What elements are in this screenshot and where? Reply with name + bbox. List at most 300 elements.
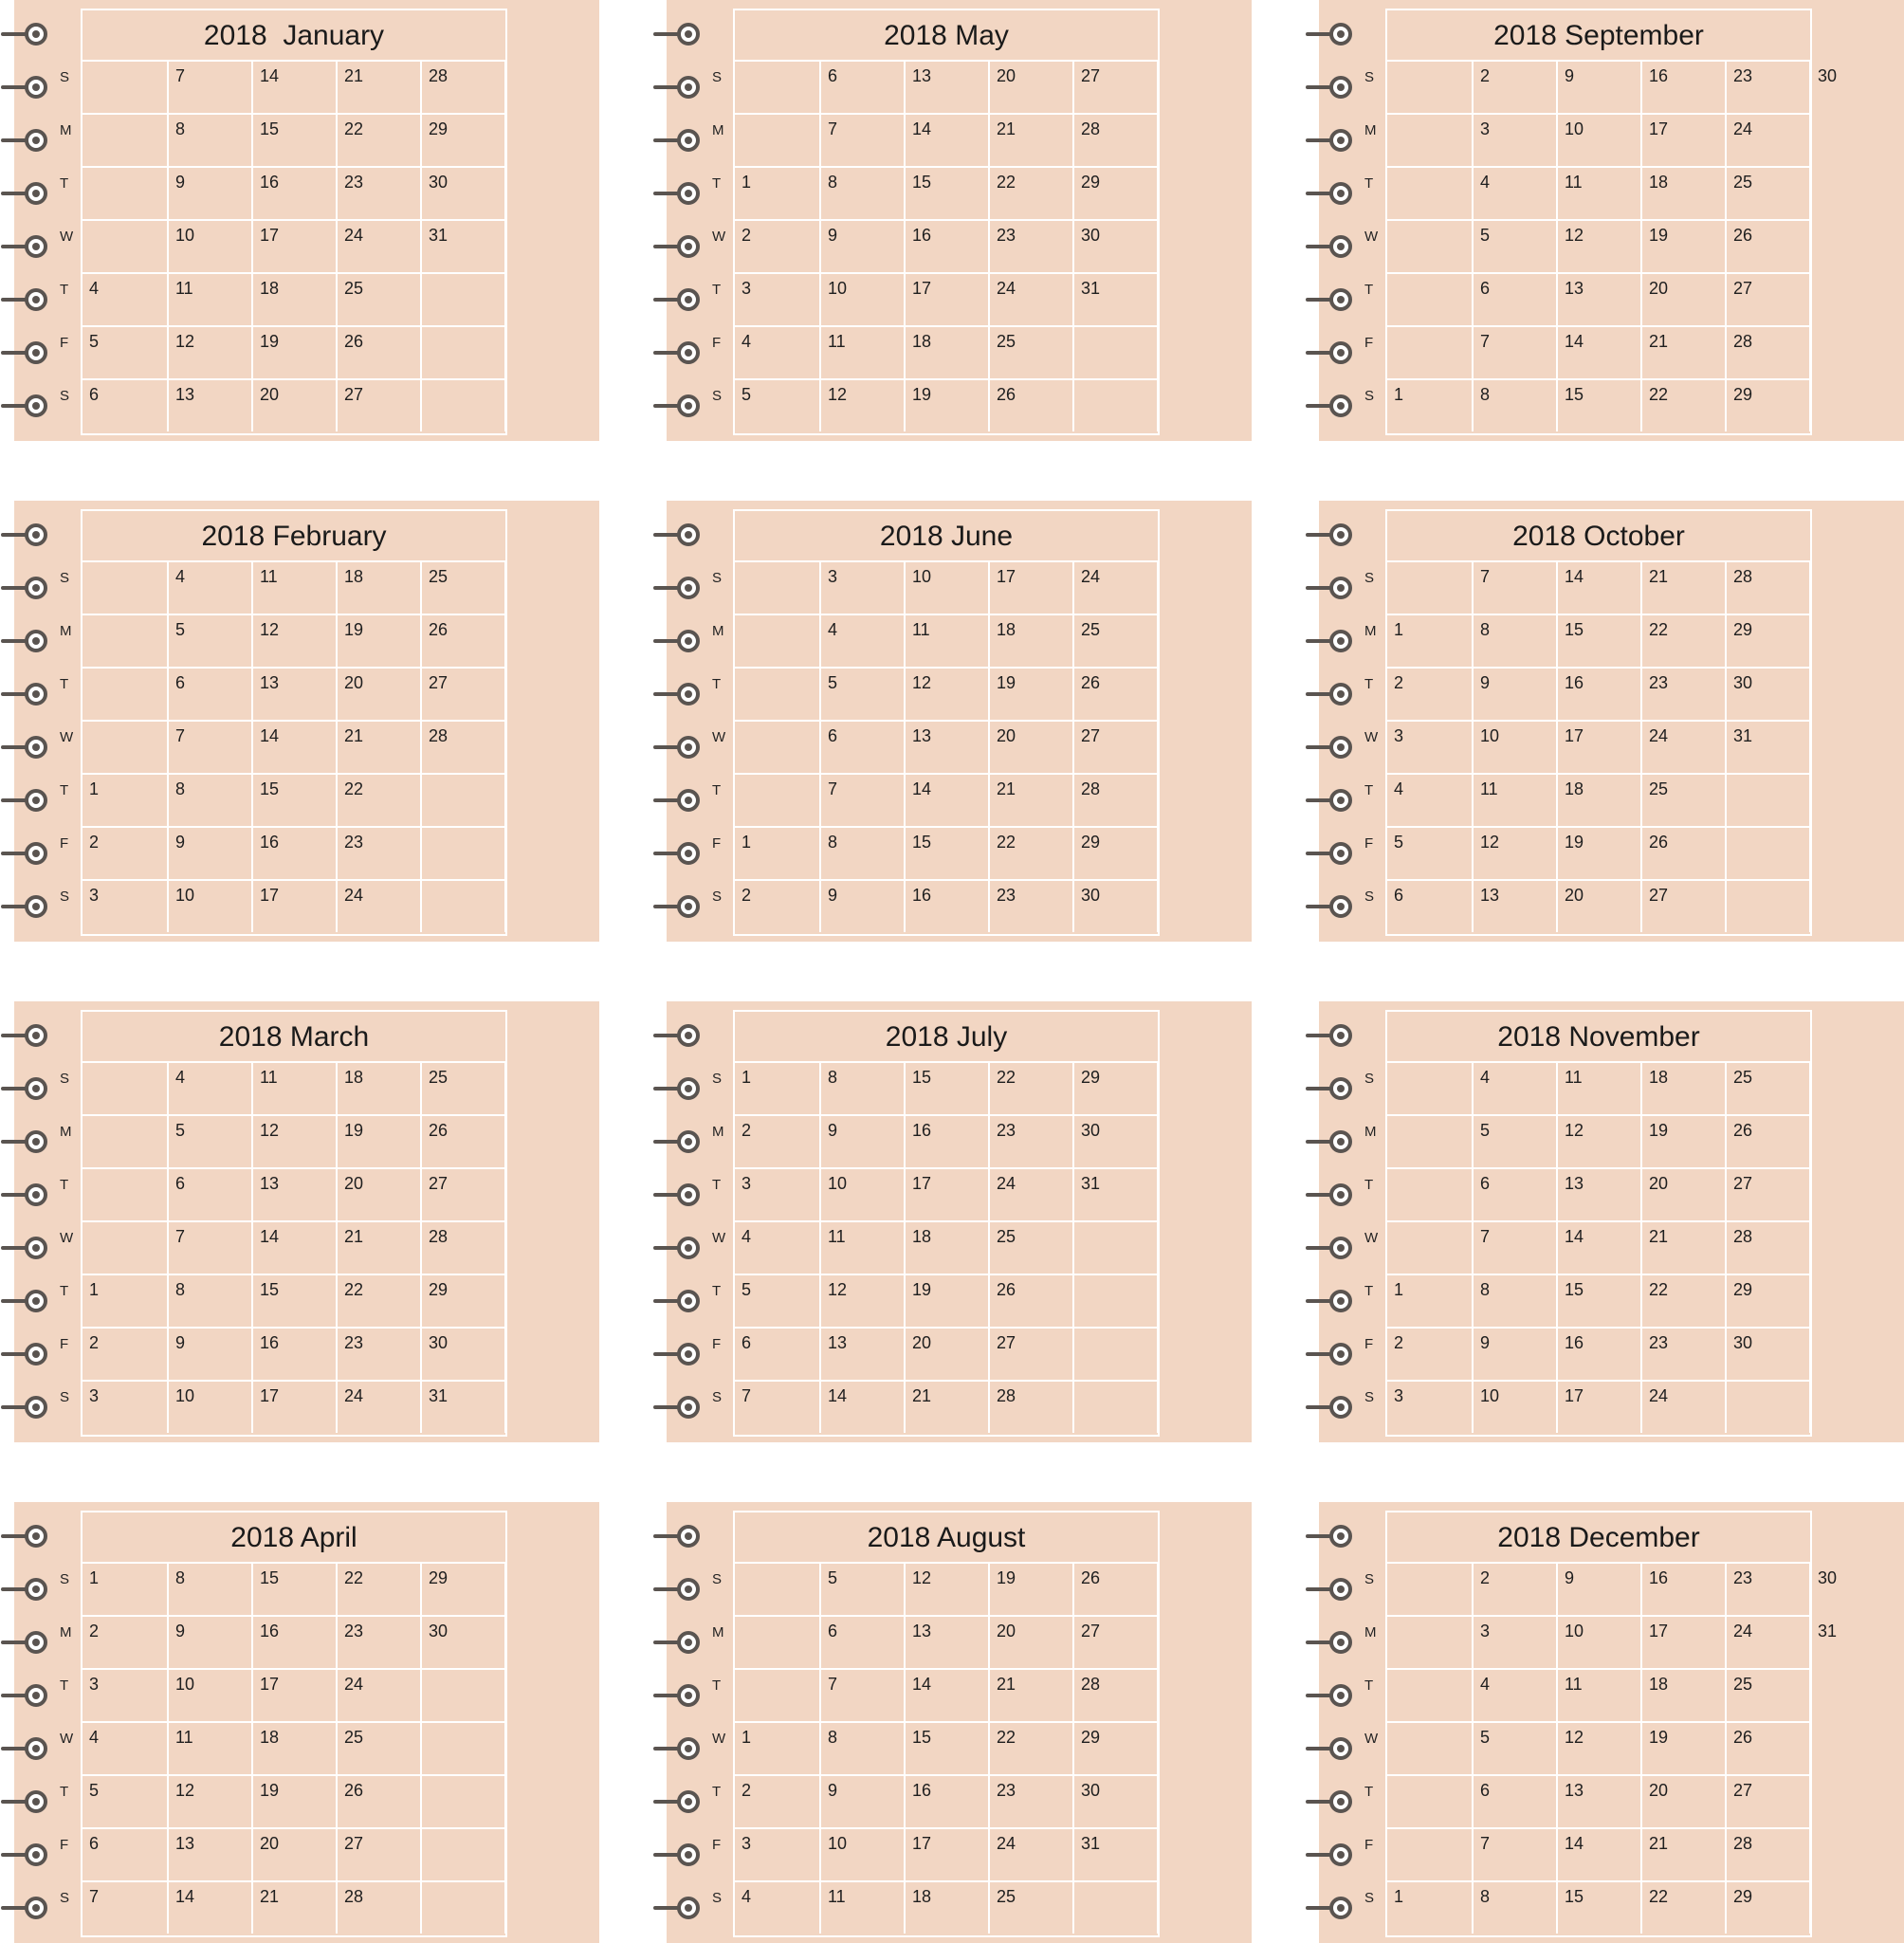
date-cell	[82, 722, 167, 773]
week-day-row	[82, 1882, 505, 1935]
date-cell	[1809, 168, 1885, 219]
date-cell: 5	[741, 385, 752, 404]
date-cell: 19	[1640, 221, 1725, 272]
date-cell: 31	[1072, 1169, 1157, 1220]
date-cell	[504, 1116, 580, 1167]
weekday-letter: W	[60, 729, 74, 745]
date-cell: 11	[1556, 168, 1640, 219]
date-cell: 25	[988, 1222, 1072, 1274]
date-cell: 2	[1472, 62, 1556, 113]
date-cell: 2	[1394, 673, 1404, 692]
weekday-letter: F	[1364, 835, 1374, 852]
weekday-letter: F	[1364, 1336, 1374, 1352]
week-day-row	[82, 1617, 505, 1670]
date-cell: 22	[336, 1564, 420, 1615]
spiral-ring-icon	[653, 1182, 701, 1208]
week-day-row	[82, 1329, 505, 1382]
week-day-row	[735, 828, 1158, 881]
spiral-ring-icon	[1306, 180, 1353, 207]
week-day-row	[82, 615, 505, 669]
date-cell: 12	[251, 615, 336, 667]
date-cell: 19	[988, 669, 1072, 720]
date-cell	[504, 1723, 580, 1774]
date-cell: 17	[904, 1829, 988, 1880]
date-cell: 11	[251, 1063, 336, 1114]
date-cell	[82, 562, 167, 614]
spiral-ring-icon	[653, 1735, 701, 1762]
month-grid	[733, 509, 1160, 936]
weekday-letter: F	[60, 335, 69, 351]
month-card	[14, 1502, 599, 1943]
weekday-letter: S	[712, 1890, 723, 1906]
date-cell: 8	[1472, 380, 1556, 431]
date-cell	[1157, 1275, 1233, 1327]
date-cell	[1387, 1063, 1472, 1114]
month-grid	[1385, 1511, 1838, 1937]
week-day-row	[1387, 168, 1810, 221]
date-cell: 24	[1725, 1617, 1809, 1668]
date-cell: 20	[1640, 1169, 1725, 1220]
date-cell: 12	[251, 1116, 336, 1167]
date-cell: 9	[819, 881, 904, 932]
date-cell: 18	[904, 1222, 988, 1274]
weekday-letter: T	[60, 1677, 69, 1694]
date-cell: 18	[336, 1063, 420, 1114]
date-cell	[504, 168, 580, 219]
weekday-letter: F	[712, 335, 722, 351]
spiral-ring-icon	[1306, 1075, 1353, 1102]
weekday-letter: W	[1364, 1731, 1379, 1747]
week-day-row	[82, 775, 505, 828]
date-cell: 14	[904, 775, 988, 826]
date-cell: 23	[988, 1116, 1072, 1167]
spiral-ring-icon	[1306, 393, 1353, 419]
date-cell: 30	[1725, 1329, 1809, 1380]
date-cell: 31	[1072, 274, 1157, 325]
date-cell: 18	[904, 1882, 988, 1934]
date-cell: 5	[89, 1781, 100, 1800]
date-cell	[735, 1670, 819, 1721]
date-cell: 28	[336, 1882, 420, 1934]
date-cell: 1	[741, 173, 752, 192]
date-cell: 22	[988, 1063, 1072, 1114]
date-cell	[1387, 562, 1472, 614]
week-day-row	[1387, 828, 1810, 881]
month-title: 2018 February	[82, 511, 505, 562]
week-day-row	[735, 562, 1158, 615]
date-cell	[1157, 1116, 1233, 1167]
weekday-letter: W	[1364, 729, 1379, 745]
date-cell	[735, 115, 819, 166]
date-cell: 5	[819, 669, 904, 720]
date-cell: 11	[819, 1222, 904, 1274]
spiral-ring-icon	[653, 1022, 701, 1049]
spiral-ring-icon	[1306, 1629, 1353, 1656]
week-day-row	[735, 615, 1158, 669]
date-cell: 2	[741, 1781, 752, 1800]
date-cell	[82, 669, 167, 720]
weekday-letter: W	[712, 1230, 726, 1246]
month-grid	[81, 509, 507, 936]
date-cell	[1809, 562, 1885, 614]
date-cell: 10	[167, 1382, 251, 1433]
weekday-letter: M	[712, 623, 724, 639]
weekday-letter: S	[1364, 388, 1375, 404]
date-cell: 30	[1725, 669, 1809, 720]
date-cell	[1809, 380, 1885, 431]
date-cell	[1157, 1329, 1233, 1380]
week-day-row	[1387, 1776, 1810, 1829]
date-cell: 24	[988, 274, 1072, 325]
date-cell: 17	[1640, 115, 1725, 166]
date-cell	[1809, 881, 1885, 932]
spiral-ring-icon	[653, 1842, 701, 1868]
date-cell: 17	[251, 881, 336, 932]
date-cell: 10	[167, 221, 251, 272]
spiral-ring-icon	[1306, 1576, 1353, 1603]
date-cell: 14	[819, 1382, 904, 1433]
weekday-letter: F	[712, 1336, 722, 1352]
spiral-ring-icon	[653, 840, 701, 867]
week-day-row	[82, 1382, 505, 1435]
spiral-ring-icon	[653, 1682, 701, 1709]
spiral-ring-icon	[653, 1629, 701, 1656]
weekday-letter: M	[60, 623, 72, 639]
date-cell: 2	[1394, 1333, 1404, 1352]
date-cell	[504, 1275, 580, 1327]
month-title: 2018 April	[82, 1512, 505, 1564]
date-cell: 7	[819, 1670, 904, 1721]
date-cell: 5	[167, 615, 251, 667]
date-cell	[1809, 1829, 1885, 1880]
date-cell: 28	[1725, 1222, 1809, 1274]
week-day-row	[735, 1564, 1158, 1617]
date-cell	[1157, 1882, 1233, 1934]
weekday-letter: T	[60, 1283, 69, 1299]
date-cell: 28	[988, 1382, 1072, 1433]
weekday-letter: W	[60, 229, 74, 245]
date-cell	[1157, 274, 1233, 325]
spiral-ring-icon	[1, 1682, 48, 1709]
week-day-row	[1387, 562, 1810, 615]
spiral-ring-icon	[653, 628, 701, 654]
date-cell: 19	[904, 380, 988, 431]
date-cell: 16	[1640, 1564, 1725, 1615]
spiral-ring-icon	[1306, 127, 1353, 154]
weekday-letter: S	[60, 889, 70, 905]
date-cell: 22	[336, 1275, 420, 1327]
date-cell: 4	[89, 1728, 100, 1747]
date-cell: 22	[1640, 380, 1725, 431]
date-cell: 25	[1725, 168, 1809, 219]
date-cell	[504, 327, 580, 378]
weekday-letter: T	[712, 1677, 722, 1694]
date-cell: 17	[251, 221, 336, 272]
spiral-ring-icon	[1, 734, 48, 761]
weekday-letter: W	[712, 729, 726, 745]
date-cell: 15	[1556, 380, 1640, 431]
date-cell: 11	[819, 327, 904, 378]
weekday-letter: T	[712, 782, 722, 798]
date-cell: 13	[251, 669, 336, 720]
date-cell: 14	[251, 62, 336, 113]
spiral-ring-icon	[653, 1288, 701, 1314]
date-cell	[735, 722, 819, 773]
date-cell: 29	[1072, 1063, 1157, 1114]
date-cell: 5	[819, 1564, 904, 1615]
date-cell: 5	[1394, 833, 1404, 852]
month-title: 2018 September	[1387, 10, 1810, 62]
weekday-letter: F	[1364, 335, 1374, 351]
date-cell: 12	[167, 1776, 251, 1827]
spiral-ring-icon	[1, 339, 48, 366]
date-cell: 4	[89, 279, 100, 298]
weekday-letter: T	[712, 1784, 722, 1800]
spiral-ring-icon	[653, 286, 701, 313]
date-cell	[504, 1776, 580, 1827]
date-cell: 6	[819, 722, 904, 773]
date-cell	[420, 1670, 504, 1721]
date-cell: 1	[89, 1280, 100, 1299]
date-cell	[504, 380, 580, 431]
date-cell: 6	[741, 1333, 752, 1352]
date-cell	[1809, 327, 1885, 378]
weekday-letter: T	[1364, 175, 1374, 192]
date-cell	[1157, 1617, 1233, 1668]
date-cell: 11	[167, 274, 251, 325]
date-cell: 22	[1640, 1275, 1725, 1327]
spiral-ring-icon	[1, 1394, 48, 1421]
date-cell: 16	[1556, 669, 1640, 720]
date-cell	[1809, 1776, 1885, 1827]
spiral-ring-icon	[1, 21, 48, 47]
date-cell	[1157, 562, 1233, 614]
date-cell: 13	[904, 1617, 988, 1668]
date-cell: 17	[904, 274, 988, 325]
date-cell: 17	[1556, 1382, 1640, 1433]
date-cell	[1725, 881, 1809, 932]
date-cell: 19	[988, 1564, 1072, 1615]
date-cell	[1809, 1882, 1885, 1934]
week-day-row	[735, 274, 1158, 327]
date-cell: 2	[1472, 1564, 1556, 1615]
date-cell: 3	[741, 1174, 752, 1193]
date-cell: 4	[167, 562, 251, 614]
month-grid	[733, 1511, 1160, 1937]
date-cell: 26	[1725, 1723, 1809, 1774]
weekday-letter: S	[712, 1389, 723, 1405]
spiral-ring-icon	[653, 339, 701, 366]
date-cell: 23	[1725, 62, 1809, 113]
week-day-row	[82, 722, 505, 775]
date-cell: 10	[167, 1670, 251, 1721]
week-day-row	[82, 1670, 505, 1723]
date-cell: 5	[1472, 221, 1556, 272]
weekday-letter: S	[60, 69, 70, 85]
spiral-ring-icon	[653, 180, 701, 207]
date-cell	[1809, 221, 1885, 272]
spiral-ring-icon	[653, 1128, 701, 1155]
date-cell	[1157, 1723, 1233, 1774]
date-cell	[1387, 1829, 1472, 1880]
date-cell: 4	[1472, 168, 1556, 219]
spiral-ring-icon	[1306, 575, 1353, 601]
date-cell: 19	[251, 1776, 336, 1827]
date-cell	[1387, 327, 1472, 378]
date-cell: 30	[1072, 1776, 1157, 1827]
date-cell	[420, 775, 504, 826]
spiral-ring-icon	[1, 74, 48, 101]
date-cell: 11	[251, 562, 336, 614]
week-day-row	[1387, 1723, 1810, 1776]
spiral-ring-icon	[1, 1182, 48, 1208]
date-cell: 25	[420, 562, 504, 614]
date-cell: 8	[167, 1564, 251, 1615]
weekday-letter: S	[1364, 69, 1375, 85]
month-card	[1319, 1001, 1904, 1442]
date-cell	[1072, 380, 1157, 431]
date-cell: 22	[336, 775, 420, 826]
date-cell	[1387, 1670, 1472, 1721]
spiral-ring-icon	[1306, 1288, 1353, 1314]
date-cell	[504, 1670, 580, 1721]
week-day-row	[735, 1329, 1158, 1382]
date-cell: 14	[1556, 1829, 1640, 1880]
date-cell	[504, 274, 580, 325]
date-cell: 20	[251, 1829, 336, 1880]
date-cell: 22	[336, 115, 420, 166]
date-cell: 6	[167, 669, 251, 720]
date-cell	[504, 115, 580, 166]
date-cell: 26	[336, 327, 420, 378]
date-cell: 8	[819, 1063, 904, 1114]
date-cell: 12	[1556, 1723, 1640, 1774]
spiral-ring-icon	[653, 1788, 701, 1815]
date-cell: 16	[904, 221, 988, 272]
weekday-letter: T	[60, 1784, 69, 1800]
date-cell	[1387, 168, 1472, 219]
date-cell: 15	[1556, 1275, 1640, 1327]
spiral-ring-icon	[653, 127, 701, 154]
weekday-letter: S	[60, 1571, 70, 1587]
date-cell: 9	[1472, 669, 1556, 720]
date-cell	[504, 1829, 580, 1880]
weekday-letter: T	[1364, 782, 1374, 798]
date-cell	[1157, 1382, 1233, 1433]
weekday-letter: T	[1364, 676, 1374, 692]
date-cell	[1809, 115, 1885, 166]
date-cell: 25	[1725, 1063, 1809, 1114]
week-day-row	[735, 1829, 1158, 1882]
weekday-letter: S	[712, 69, 723, 85]
spiral-ring-icon	[653, 1235, 701, 1261]
date-cell: 29	[420, 1275, 504, 1327]
date-cell: 28	[1725, 1829, 1809, 1880]
date-cell: 27	[336, 1829, 420, 1880]
month-card	[14, 1001, 599, 1442]
date-cell	[1072, 1329, 1157, 1380]
weekday-letter: S	[712, 1071, 723, 1087]
date-cell	[82, 221, 167, 272]
date-cell: 26	[1725, 1116, 1809, 1167]
date-cell: 7	[819, 115, 904, 166]
date-cell: 7	[1472, 327, 1556, 378]
date-cell: 10	[1556, 115, 1640, 166]
date-cell: 25	[1640, 775, 1725, 826]
weekday-letter: M	[60, 1124, 72, 1140]
date-cell	[504, 828, 580, 879]
week-day-row	[82, 1222, 505, 1275]
date-cell: 28	[1072, 775, 1157, 826]
date-cell: 6	[89, 1834, 100, 1853]
date-cell	[504, 881, 580, 932]
date-cell: 17	[251, 1670, 336, 1721]
weekday-letter: T	[1364, 1177, 1374, 1193]
date-cell: 31	[1809, 1617, 1885, 1668]
spiral-ring-icon	[1, 1523, 48, 1549]
date-cell: 30	[420, 1329, 504, 1380]
date-cell: 20	[251, 380, 336, 431]
date-cell	[504, 1564, 580, 1615]
week-day-row	[1387, 1222, 1810, 1275]
date-cell	[1157, 615, 1233, 667]
spiral-ring-icon	[1, 180, 48, 207]
date-cell: 5	[741, 1280, 752, 1299]
date-cell: 21	[904, 1382, 988, 1433]
date-cell: 18	[251, 274, 336, 325]
date-cell	[1157, 722, 1233, 773]
date-cell: 10	[1472, 1382, 1556, 1433]
date-cell: 19	[336, 1116, 420, 1167]
date-cell	[504, 562, 580, 614]
date-cell: 13	[167, 1829, 251, 1880]
date-cell: 10	[904, 562, 988, 614]
date-cell	[1157, 1829, 1233, 1880]
date-cell: 2	[89, 1333, 100, 1352]
week-day-row	[82, 1776, 505, 1829]
spiral-ring-icon	[653, 393, 701, 419]
week-day-row	[735, 1063, 1158, 1116]
spiral-ring-icon	[1306, 1895, 1353, 1921]
date-cell: 13	[1556, 1776, 1640, 1827]
date-cell	[1157, 881, 1233, 932]
date-cell	[1157, 1063, 1233, 1114]
date-cell: 16	[904, 1116, 988, 1167]
month-title: 2018 June	[735, 511, 1158, 562]
spiral-ring-icon	[1, 286, 48, 313]
date-cell: 27	[1725, 1776, 1809, 1827]
spiral-ring-icon	[1, 1895, 48, 1921]
date-cell: 21	[1640, 562, 1725, 614]
week-day-row	[735, 1116, 1158, 1169]
date-cell	[82, 168, 167, 219]
spiral-ring-icon	[1, 1788, 48, 1815]
date-cell: 1	[89, 1568, 100, 1587]
month-card	[667, 501, 1252, 942]
date-cell: 25	[1072, 615, 1157, 667]
date-cell: 1	[741, 833, 752, 852]
spiral-ring-icon	[1, 1629, 48, 1656]
date-cell: 8	[819, 828, 904, 879]
spiral-ring-icon	[653, 1895, 701, 1921]
weekday-letter: T	[1364, 1283, 1374, 1299]
date-cell	[1725, 775, 1809, 826]
date-cell: 12	[1472, 828, 1556, 879]
date-cell: 30	[1809, 62, 1885, 113]
date-cell	[420, 380, 504, 431]
date-cell: 30	[1072, 221, 1157, 272]
date-cell	[735, 62, 819, 113]
